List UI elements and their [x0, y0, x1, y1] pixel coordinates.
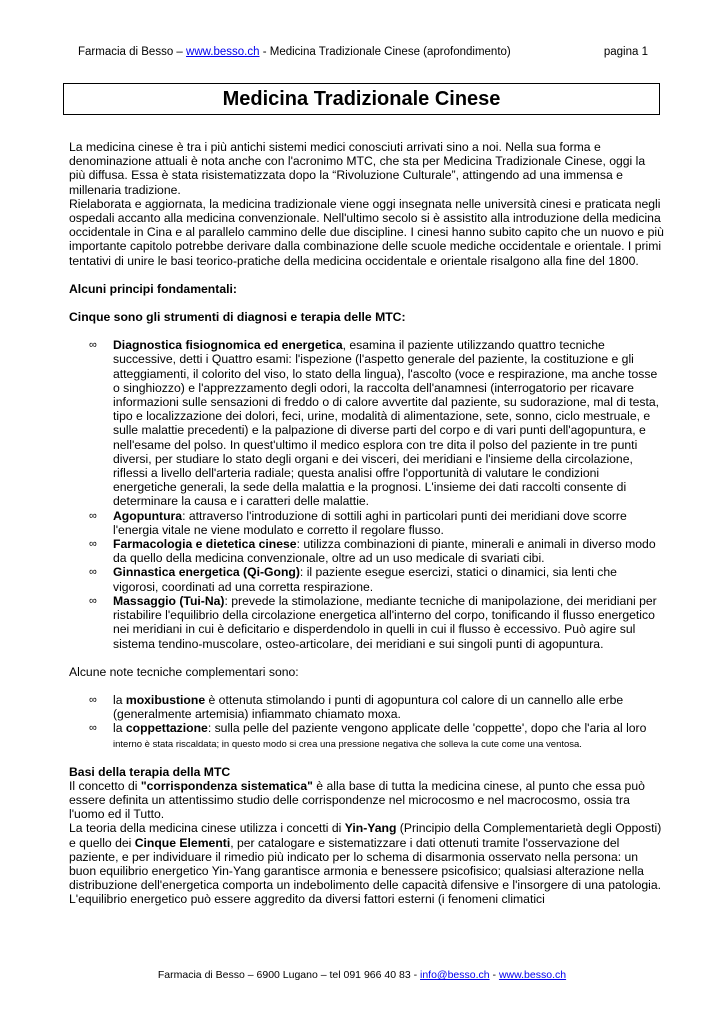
document-title: Medicina Tradizionale Cinese	[63, 83, 660, 115]
intro-paragraph-2: Rielaborata e aggiornata, la medicina tradizionale viene oggi insegnata nelle università cinesi e praticata negli ospedali accanto alla medicina convenzionale. Nell'ultimo secolo si è assistito alla introduzione della medicina occidentale in Cina e al parallelo cammino delle due discipline. I cinesi hanno subito capito che un nuovo e più importante capitolo potrebbe derivare dalla combinazione delle scuole mediche occidentale e orientale. I primi tentativi di unire le basi teorico-pratiche della medicina occidentale e orientale risalgono alla fine del 1800.	[69, 196, 664, 268]
page-number: pagina 1	[603, 46, 648, 58]
header-prefix: Farmacia di Besso –	[78, 46, 187, 58]
bullet-icon: ∞	[89, 722, 97, 735]
footer-email-link[interactable]: info@besso.ch	[420, 969, 490, 981]
section-heading-tools: Cinque sono gli strumenti di diagnosi e terapia delle MTC:	[69, 310, 406, 325]
page-footer	[0, 968, 724, 982]
list-item: ∞ Agopuntura: attraverso l'introduzione di sottili aghi in particolari punti dei meridiani dove scorre l'energia vitale ne viene modulato e corretto il regolare flusso.	[89, 508, 627, 537]
bullet-icon: ∞	[89, 538, 97, 551]
notes-list	[69, 693, 664, 751]
bullet-icon: ∞	[89, 693, 97, 706]
list-item: ∞ la moxibustione è ottenuta stimolando i punti di agopuntura col calore di un cannello alle erbe (generalmente artemisia) infiammato chiamato moxa.	[89, 692, 624, 722]
bullet-icon: ∞	[89, 509, 97, 522]
footer-separator: -	[489, 969, 499, 981]
basi-paragraph-1: Il concetto di "corrispondenza sistematica" è alla base di tutta la medicina cinese, al punto che essa può essere definita un attentissimo studio delle corrispondenze nel microcosmo e nel macrocosmo, ossia tra l'uomo ed il Tutto.	[69, 778, 645, 822]
header-subtitle: - Medicina Tradizionale Cinese (aprofondimento)	[259, 46, 511, 58]
bullet-icon: ∞	[89, 594, 97, 607]
list-item: ∞ Massaggio (Tui-Na): prevede la stimolazione, mediante tecniche di manipolazione, dei meridiani per ristabilire l'equilibrio della circolazione energetica all'interno del corpo, tonificando il flusso energetico nei meridiani in cui è deficitario e disperdendolo in quelli in cui il flusso è eccessivo. Può agire sul sistema tendino-muscolare, osteo-articolare, dei meridiani e sui singoli punti di agopuntura.	[89, 593, 657, 651]
bullet-icon: ∞	[89, 339, 97, 352]
section-heading-basi: Basi della terapia della MTC	[69, 764, 231, 779]
list-item: ∞ Farmacologia e dietetica cinese: utilizza combinazioni di piante, minerali e animali in diverso modo da quello della medicina convenzionale, oltre ad un uso medicale di svariati cibi.	[89, 537, 656, 566]
basi-paragraph-2: La teoria della medicina cinese utilizza i concetti di Yin-Yang (Principio della Complementarietà degli Opposti) e quello dei Cinque Elementi, per catalogare e sistematizzare i dati ottenuti tramite l'osservazione del paziente, e per individuare il rimedio più indicato per lo schema di disarmonia osservato nella persona: un buon equilibrio energetico Yin-Yang garantisce armonia e benessere psicofisico; qualsiasi alterazione nella distribuzione dell'energetica comporta un indebolimento delle capacità difensive e l'insorgere di una patologia. L'equilibrio energetico può essere aggredito da diversi fattori esterni (i fenomeni climatici	[69, 821, 662, 907]
header-website-link[interactable]: www.besso.ch	[186, 46, 260, 58]
notes-intro: Alcune note tecniche complementari sono:	[69, 664, 299, 679]
list-item: ∞ Ginnastica energetica (Qi-Gong): il paziente esegue esercizi, statici o dinamici, sia lenti che vigorosi, coordinati ad una corretta respirazione.	[89, 565, 617, 594]
document-body	[69, 140, 664, 907]
note-small-text: interno è stata riscaldata; in questo modo si crea una pressione negativa che solleva la cute come una ventosa.	[113, 738, 582, 750]
list-item: ∞ Diagnostica fisiognomica ed energetica, esamina il paziente utilizzando quattro tecniche successive, detti i Quattro esami: l'ispezione (l'aspetto generale del paziente, la costituzione e gli atteggiamenti, il colorito del viso, lo stato della lingua), l'ascolto (voce e respirazione, ma anche tosse o singhiozzo) e l'apprezzamento degli odori, la raccolta dell'anamnesi (interrogatorio per ricavare informazioni sulle sensazioni di freddo o di calore avvertite dal paziente, su sudorazione, mal di testa, tipo e localizzazione dei dolori, feci, urine, modalità di alimentazione, sete, sonno, ciclo mestruale, e sulle malattie precedenti) e la palpazione di diverse parti del corpo e di vari punti dell'agopuntura, e nell'esame del polso. In quest'ultimo il medico esplora con tre dita il polso del paziente in tre punti diversi, per studiare lo stato degli organi e dei visceri, dei meridiani e l'insieme della circolazione, riflessi a livello dell'arteria radiale; questa analisi offre l'opportunità di valutare le condizioni energetiche generali, la sede della malattia e la prognosi. L'insieme dei dati raccolti consente di determinare la causa e i caratteri delle malattie.	[89, 338, 660, 509]
list-item: ∞ la coppettazione: sulla pelle del paziente vengono applicate delle 'coppette', dopo che l'aria al loro interno è stata riscaldata; in questo modo si crea una pressione negativa che solleva la cute come una ventosa.	[89, 721, 647, 750]
page-header	[78, 44, 648, 60]
intro-paragraph-1: La medicina cinese è tra i più antichi sistemi medici conosciuti arrivati sino a noi. Nella sua forma e denominazione attuali è nota anche con l'acronimo MTC, che sta per Medicina Tradizionale Cinese, oggi la più diffusa. Essa è stata risistematizzata dopo la “Rivoluzione Culturale”, attingendo ad una immensa e millenaria tradizione.	[69, 140, 646, 197]
section-heading-principles: Alcuni principi fondamentali:	[69, 281, 237, 296]
footer-website-link[interactable]: www.besso.ch	[498, 969, 567, 981]
footer-text: Farmacia di Besso – 6900 Lugano – tel 091 966 40 83 -	[157, 969, 420, 981]
bullet-icon: ∞	[89, 566, 97, 579]
tools-list	[69, 338, 664, 650]
